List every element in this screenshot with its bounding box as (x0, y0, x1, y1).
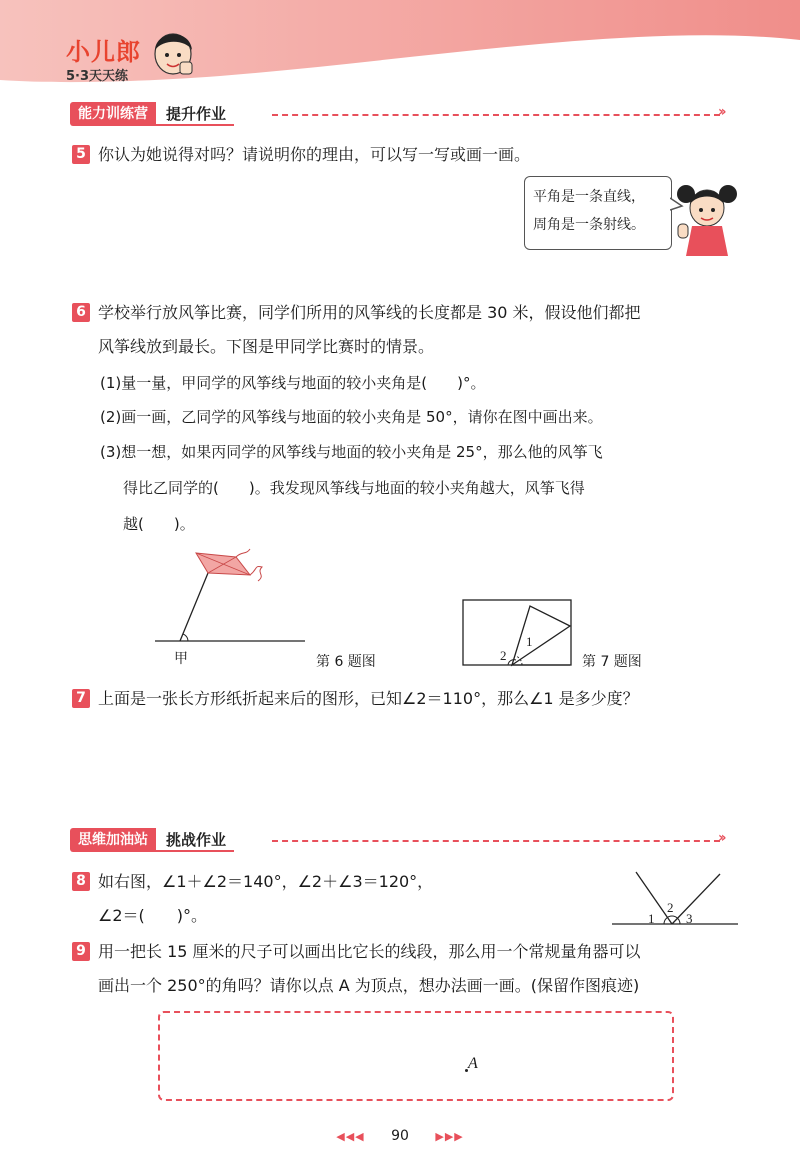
question-number: 8 (72, 872, 90, 891)
answer-drawing-area[interactable] (158, 1011, 674, 1101)
question-text: 如右图，∠1＋∠2＝140°，∠2＋∠3＝120°， (98, 872, 434, 891)
section-divider (272, 114, 720, 116)
brand-logo (66, 32, 141, 84)
folded-rectangle-figure (462, 598, 574, 668)
bubble-line-2: 周角是一条射线。 (533, 217, 645, 233)
question-6-line-2: 风筝线放到最长。下图是甲同学比赛时的情景。 (98, 337, 435, 356)
question-text: 学校举行放风筝比赛，同学们所用的风筝线的长度都是 30 米，假设他们都把 (98, 303, 641, 322)
section-subtitle: 挑战作业 (156, 828, 234, 852)
question-text: 上面是一张长方形纸折起来后的图形，已知∠2＝110°，那么∠1 是多少度？ (98, 689, 639, 708)
question-6-part-3a: (3)想一想，如果丙同学的风筝线与地面的较小夹角是 25°，那么他的风筝飞 (100, 443, 603, 461)
question-6-part-3c: 越( )。 (123, 515, 195, 533)
page-number: 90 (391, 1128, 409, 1144)
question-6-part-1: (1)量一量，甲同学的风筝线与地面的较小夹角是( )°。 (100, 374, 486, 392)
question-5 (72, 144, 530, 166)
kite-figure (150, 545, 310, 665)
angle-1-label: 1 (526, 634, 533, 649)
question-6-part-2: (2)画一画，乙同学的风筝线与地面的较小夹角是 50°，请你在图中画出来。 (100, 408, 603, 426)
question-number: 6 (72, 303, 90, 322)
section-divider (272, 840, 720, 842)
brand-title: 小儿郎 (66, 38, 141, 66)
girl-character-icon (676, 178, 738, 258)
page-footer (0, 1128, 800, 1144)
figure-6-caption: 第 6 题图 (316, 654, 376, 670)
question-7 (72, 688, 639, 710)
question-text: 你认为她说得对吗？请说明你的理由，可以写一写或画一画。 (98, 145, 531, 164)
question-number: 9 (72, 942, 90, 961)
question-9-line-2: 画出一个 250°的角吗？请你以点 A 为顶点，想办法画一画。(保留作图痕迹) (98, 976, 640, 995)
page-header (0, 0, 800, 88)
point-a-label: A (468, 1055, 478, 1072)
section-header-thinking (70, 828, 234, 852)
angle-3-label: 3 (686, 911, 693, 926)
section-tag: 能力训练营 (70, 102, 156, 126)
double-chevron-icon: ›› (718, 104, 724, 120)
question-6-line-1 (72, 302, 641, 324)
section-header-ability (70, 102, 234, 126)
speech-bubble (524, 176, 672, 250)
left-arrows-icon: ◀◀◀ (336, 1130, 365, 1143)
angles-figure (608, 868, 742, 930)
question-number: 7 (72, 689, 90, 708)
section-subtitle: 提升作业 (156, 102, 234, 126)
right-arrows-icon: ▶▶▶ (435, 1130, 464, 1143)
angle-1-label: 1 (648, 911, 655, 926)
question-8-line-2: ∠2＝( )°。 (98, 906, 208, 925)
figure-7-caption: 第 7 题图 (582, 654, 642, 670)
bubble-line-1: 平角是一条直线， (533, 189, 645, 205)
question-9-line-1 (72, 941, 641, 963)
kite-string (180, 573, 208, 641)
double-chevron-icon: ›› (718, 830, 724, 846)
question-text: 用一把长 15 厘米的尺子可以画出比它长的线段，那么用一个常规量角器可以 (98, 942, 641, 961)
angle-2-label: 2 (667, 900, 674, 915)
section-tag: 思维加油站 (70, 828, 156, 852)
question-number: 5 (72, 145, 90, 164)
brand-subtitle: 5·3天天练 (66, 69, 129, 84)
figure-label-jia: 甲 (174, 651, 188, 667)
boy-mascot-icon (150, 22, 196, 82)
question-6-part-3b: 得比乙同学的( )。我发现风筝线与地面的较小夹角越大，风筝飞得 (123, 479, 585, 497)
angle-2-label: 2 (500, 648, 507, 663)
question-8-line-1 (72, 871, 433, 893)
